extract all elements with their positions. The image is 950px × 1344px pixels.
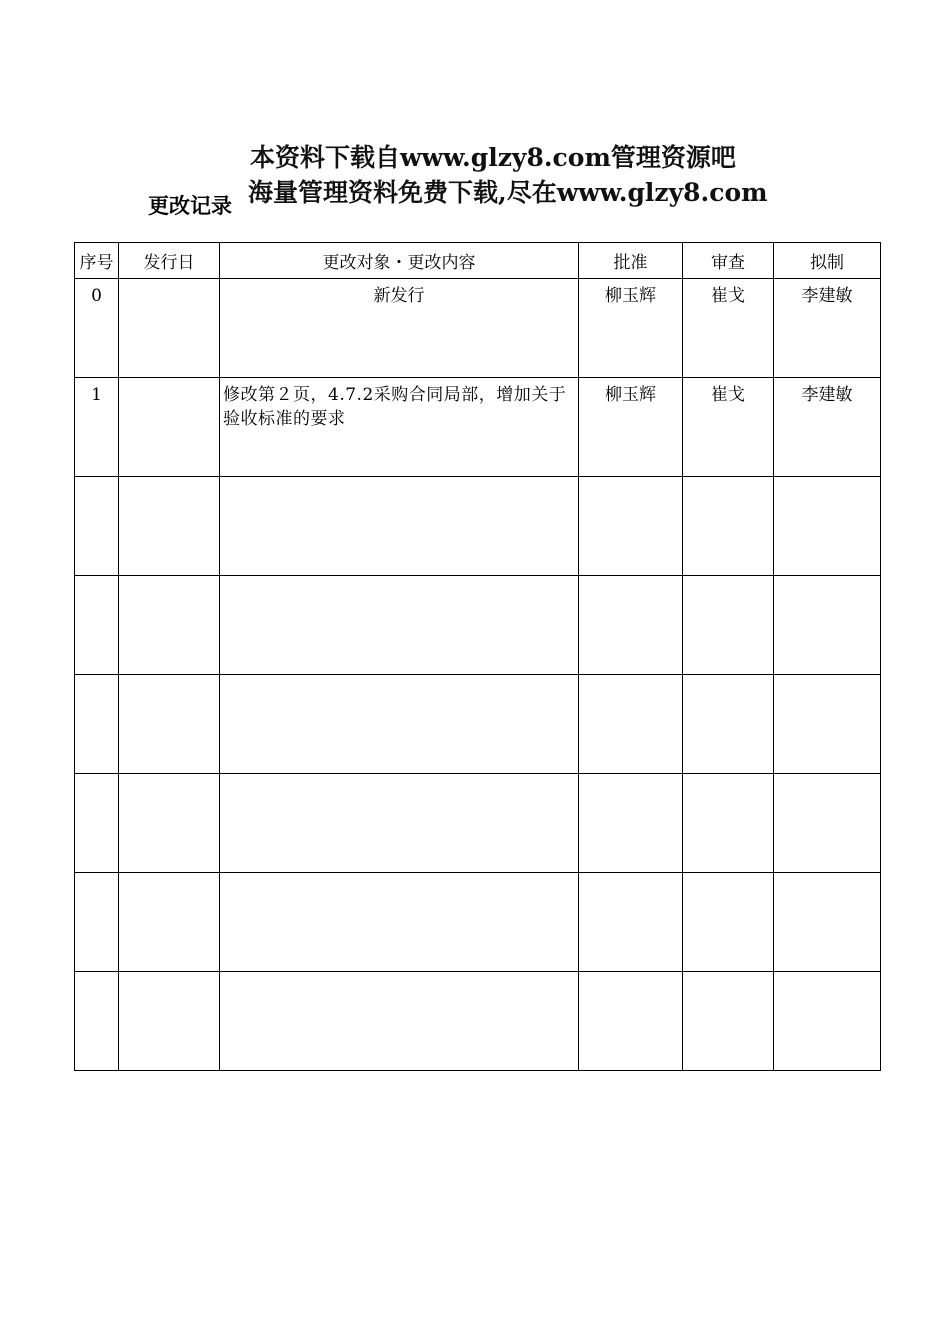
cell-review: 崔戈 xyxy=(683,378,774,477)
cell-content xyxy=(220,576,579,675)
cell-no xyxy=(75,972,119,1071)
cell-approve xyxy=(579,477,683,576)
cell-draft xyxy=(774,576,881,675)
table-row xyxy=(75,477,881,576)
cell-review xyxy=(683,576,774,675)
cell-content: 修改第２页，4.7.2采购合同局部，增加关于验收标准的要求 xyxy=(220,378,579,477)
cell-no: 1 xyxy=(75,378,119,477)
column-header-review: 审查 xyxy=(683,243,774,279)
cell-content xyxy=(220,774,579,873)
cell-content xyxy=(220,477,579,576)
cell-no xyxy=(75,675,119,774)
cell-draft: 李建敏 xyxy=(774,378,881,477)
cell-date xyxy=(119,774,220,873)
cell-approve xyxy=(579,576,683,675)
cell-draft xyxy=(774,675,881,774)
cell-draft xyxy=(774,873,881,972)
cell-date xyxy=(119,477,220,576)
banner-line-2: 海量管理资料免费下载,尽在www.glzy8.com xyxy=(248,178,768,207)
cell-no: 0 xyxy=(75,279,119,378)
page-title: 更改记录 xyxy=(148,194,232,218)
table-row xyxy=(75,576,881,675)
cell-date xyxy=(119,279,220,378)
cell-no xyxy=(75,477,119,576)
cell-date xyxy=(119,378,220,477)
column-header-approve: 批准 xyxy=(579,243,683,279)
table-header-row xyxy=(75,243,881,279)
cell-draft xyxy=(774,774,881,873)
table-row xyxy=(75,675,881,774)
cell-no xyxy=(75,576,119,675)
cell-review xyxy=(683,675,774,774)
column-header-draft: 拟制 xyxy=(774,243,881,279)
cell-no xyxy=(75,774,119,873)
cell-content: 新发行 xyxy=(220,279,579,378)
banner-line-1: 本资料下载自www.glzy8.com管理资源吧 xyxy=(250,143,736,172)
cell-review xyxy=(683,774,774,873)
cell-no xyxy=(75,873,119,972)
column-header-date: 发行日 xyxy=(119,243,220,279)
column-header-no: 序号 xyxy=(75,243,119,279)
cell-date xyxy=(119,873,220,972)
cell-date xyxy=(119,972,220,1071)
cell-approve: 柳玉辉 xyxy=(579,279,683,378)
cell-date xyxy=(119,576,220,675)
change-record-table xyxy=(74,242,881,1071)
table-body xyxy=(75,279,881,1071)
cell-content xyxy=(220,972,579,1071)
cell-approve: 柳玉辉 xyxy=(579,378,683,477)
cell-draft xyxy=(774,477,881,576)
watermark-banner xyxy=(248,140,848,210)
cell-date xyxy=(119,675,220,774)
cell-review xyxy=(683,873,774,972)
table-row xyxy=(75,873,881,972)
table-row xyxy=(75,774,881,873)
cell-approve xyxy=(579,774,683,873)
cell-review xyxy=(683,972,774,1071)
cell-content xyxy=(220,873,579,972)
column-header-content: 更改对象・更改内容 xyxy=(220,243,579,279)
table-row xyxy=(75,972,881,1071)
cell-content xyxy=(220,675,579,774)
cell-draft xyxy=(774,972,881,1071)
table-row xyxy=(75,378,881,477)
cell-approve xyxy=(579,675,683,774)
table-row xyxy=(75,279,881,378)
cell-review xyxy=(683,477,774,576)
cell-review: 崔戈 xyxy=(683,279,774,378)
cell-approve xyxy=(579,873,683,972)
cell-draft: 李建敏 xyxy=(774,279,881,378)
cell-approve xyxy=(579,972,683,1071)
